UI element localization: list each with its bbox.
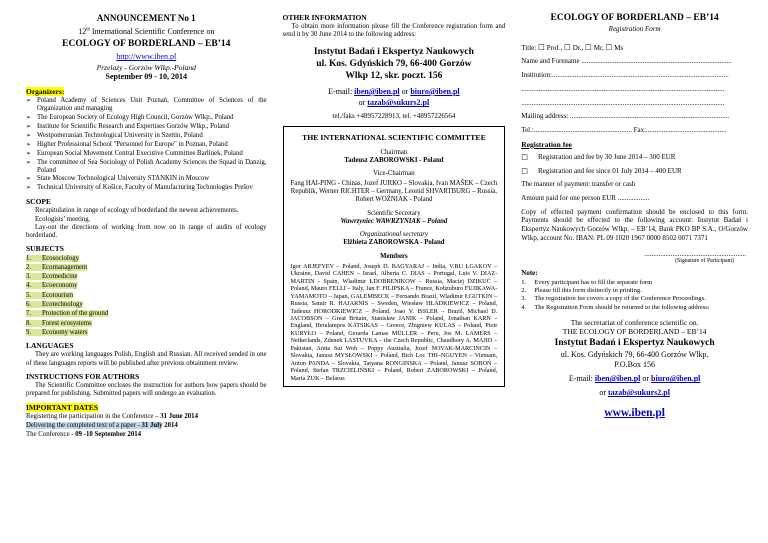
important-dates-section-heading xyxy=(26,403,267,412)
email-link-iben[interactable]: iben@iben.pl xyxy=(354,86,400,96)
secretariat-institute-name: Instytut Badań i Ekspertyz Naukowych xyxy=(554,338,715,349)
organizer-item xyxy=(26,114,267,123)
organizers-section-heading xyxy=(26,87,267,96)
other-information-heading: OTHER INFORMATION xyxy=(282,13,367,22)
vice-chairman-label: Vice-Chairman xyxy=(373,170,415,178)
subject-highlight xyxy=(26,264,87,271)
instructions-heading: INSTRUCTIONS FOR AUTHORS xyxy=(26,371,140,381)
subject-label: Ecomanagement xyxy=(42,263,88,271)
title-option-prof: Prof., xyxy=(546,43,563,52)
email-line-1 xyxy=(283,87,506,97)
note-number: 1. xyxy=(521,279,527,287)
note-text: Every participant has to fill the separate form xyxy=(534,279,653,287)
fee-option-late xyxy=(521,167,748,176)
checkbox-ms-icon: ☐ xyxy=(605,42,613,52)
title-option-dr: Dr., xyxy=(572,43,584,52)
email-label: E-mail: xyxy=(568,374,595,384)
phone-numbers: tel./faks +48957228913, tel. +48957226564 xyxy=(332,112,456,121)
institution-field-continuation: .................................................................................................................... xyxy=(521,84,725,93)
subject-highlight xyxy=(26,329,88,336)
important-date-value: 09 -10 September 2014 xyxy=(75,431,142,439)
organizers-heading: Organizers: xyxy=(26,86,65,96)
title-option-mr: Mr, xyxy=(593,43,604,52)
organizer-item xyxy=(26,150,267,159)
conference-title: ECOLOGY OF BORDERLAND – EB’14 xyxy=(62,38,231,49)
secretariat-email-line-2 xyxy=(521,388,748,398)
or-text: or xyxy=(640,374,652,384)
email-link-biuro[interactable]: biuro@iben.pl xyxy=(651,374,701,384)
subject-label: Ecoeconomy xyxy=(42,282,78,290)
scientific-committee-box xyxy=(283,126,506,387)
subject-label: Economy waters xyxy=(42,328,88,336)
middle-column xyxy=(283,13,506,535)
scope-item: Lay-out the directions of working from now on in range of audits of ecology borderland. xyxy=(26,223,267,240)
institute-name: Instytut Badań i Ekspertyz Naukowych xyxy=(313,46,474,57)
mailing-address-field: Mailing address: ........................................................................................... xyxy=(521,112,730,121)
organizer-item xyxy=(26,123,267,132)
fee-option-late-label: Registration and fee since 01 July 2014 – 400 EUR xyxy=(538,166,682,175)
subject-item xyxy=(26,329,267,337)
subject-item xyxy=(26,292,267,300)
email-link-iben[interactable]: iben@iben.pl xyxy=(594,374,641,384)
or-text: or xyxy=(358,98,368,108)
important-date-value: 31 July xyxy=(141,421,163,429)
note-item xyxy=(521,295,748,303)
notes-list xyxy=(521,279,748,312)
fee-option-early-label: Registration and fee by 30 June 2014 – 300 EUR xyxy=(538,153,676,162)
conference-number: 12 xyxy=(78,26,87,36)
scope-item: Recapitulation in range of ecology of borderland the newest achievements. xyxy=(35,207,239,215)
conference-subtitle xyxy=(26,27,267,37)
organizer-label: The committee of Sea Sociology of Polish Academy Sciences the Squad in Danzig, Poland xyxy=(37,158,267,174)
subject-number: 6. xyxy=(26,301,32,309)
or-text: or xyxy=(599,388,609,398)
signature-label: (Signature of Participant) xyxy=(675,258,734,265)
members-list: Igor ARJEFYEV – Poland, Joseph D. BAGYARAJ – India, V.BU ŁGAKOV – Ukraine, David CAHEN – Israel, Alberta C. DIAS – Portugal, Luis V. DIAZ-MARTIN - Spain, Wladimir ŁDOBRENIKOW – Russia, Maciej DZIKUĆ – Poland, Mauro FELLI – Italy, Jan F. FILIPSKA – France, Kohzuburo FUJIKAWA-YAMAMOTO – Japan, GALEMBECK – Fernando Brazil, Wladimir ŁGUTKIN – Russia, Samir R. HAJARNIS – Sweden, Wiesław HŁADKIEWICZ – Poland, Tadeusz HORODKIEWICZ – Poland, Joao V. ISSLER – Brazil, Michael D. JACOBSON – Great Britain, Stanisław JANIK – Poland, Jonathan KARN – England, Heralampos KATSIKAS – Greece, Zbigniew KULAS – Poland, Piotr KURYŁO – Poland, Gerarda Lamas MÜLLER – Peru, Jos M. LAMERS – Netherlands, Zdenek LASTUVKA – the Czech Republic, Chaudhory A. MAJID – Pakistan, Anita Sui Woh – Poppy Australia, Jozef NOVAK-MARCINCIN – Slovakia, Janusz MYSŁOWSKI – Poland, Bich Loc THI–NGUYEN – Vietnam, Anton PANDA – Slovakia, Tatyana RONGINSKA – Poland, Janusz SOBOŃ – Poland, Stefan TRZCIELIŃSKI – Poland, Robert ZABOROWSKI – Poland, Maria ŻUK – Belarus xyxy=(290,262,498,382)
name-field: Name and Forename ...................................................................................... xyxy=(521,57,732,66)
subject-label: Forest ecosystems xyxy=(42,319,92,327)
payment-copy-text: Copy of effected payment confirmation should be enclosed to this form. Payments should be effected to the following account: Instytut Badań i Ekspertyz Naukowych Gorzów Wlkp. – EB’14, Bank PKO BP S.A., O/Gorzów Wlkp, account No. IBAN: PL 09 1020 1967 0000 8502 0071 7371 xyxy=(521,207,748,242)
note-text: The registration fee covers a copy of the Conference Proceedings. xyxy=(534,295,706,303)
important-date-item xyxy=(26,422,267,430)
important-date-item xyxy=(26,431,267,439)
tel-fax-field: Tel.:........................................................ Fax:.............................................. xyxy=(521,126,727,135)
conference-location: Przelazy - Gorzów Wlkp.-Poland xyxy=(96,63,196,73)
conference-url-link[interactable]: http://www.iben.pl xyxy=(116,52,177,62)
arrow-bullet-icon: ➢ xyxy=(26,176,32,183)
subject-number: 9. xyxy=(26,328,32,336)
organizer-label: Poland Academy of Sciences Unit Poznań, Committee of Sciences of the Organization and managing xyxy=(37,97,267,113)
arrow-bullet-icon: ➢ xyxy=(26,114,32,121)
or-text: or xyxy=(399,86,411,96)
chairman-name: Tadeusz ZABOROWSKI - Poland xyxy=(344,157,444,165)
registration-fee-heading: Registration fee xyxy=(521,139,572,149)
note-number: 2. xyxy=(521,287,527,295)
subject-number: 7. xyxy=(26,310,32,318)
subjects-heading: SUBJECTS xyxy=(26,244,64,254)
note-text: The Registration Form should be returned to the following address: xyxy=(534,303,710,311)
secretariat-street: ul. Kos. Gdyńskich 79, 66-400 Gorzów Wlkp. xyxy=(560,350,709,360)
important-date-value-rest: 2014 xyxy=(162,421,178,429)
members-label: Members xyxy=(380,252,408,260)
institution-field-continuation: .................................................................................................................... xyxy=(521,98,725,107)
organizer-label: Westpomeranian Technological University in Szettin, Poland xyxy=(37,131,203,139)
organizer-label: State Moscow Technological University STANKIN in Moscow xyxy=(37,175,210,183)
note-item xyxy=(521,304,748,312)
committee-title: THE INTERNATIONAL SCIENTIFIC COMMITTEE xyxy=(302,132,486,142)
note-item xyxy=(521,287,748,295)
note-number: 3. xyxy=(521,295,527,303)
organizer-item xyxy=(26,175,267,184)
subject-item xyxy=(26,273,267,281)
arrow-bullet-icon: ➢ xyxy=(26,141,32,148)
vice-chairmen-names: Fang HAI-PING - Chinas, Jozef JURKO – Slovakia, Ivan MAŠEK – Czech Republik, Werner RICHTER – Germany, Leonid SHVARTBURG – Russia, Robert WOŹNIAK - Poland xyxy=(290,179,498,204)
checkbox-dr-icon: ☐ xyxy=(564,42,571,52)
note-item xyxy=(521,279,748,287)
registration-form-subtitle: Registration Form xyxy=(608,24,661,33)
organizational-secretary-label: Organizational secretary xyxy=(359,231,428,239)
email-link-tazab[interactable]: tazab@sukurs2.pl xyxy=(608,388,670,398)
languages-text: They are working languages Polish, English and Russian. All received sended in one of these languages reports will be published after previous obtainment review. xyxy=(26,351,267,367)
note-text: Please fill this form distinctly in printing. xyxy=(534,287,642,295)
checkbox-prof-icon: ☐ xyxy=(537,42,545,52)
secretariat-line-1: The secretariat of conference scientific on. xyxy=(570,317,699,327)
checkbox-mr-icon: ☐ xyxy=(584,42,592,52)
subject-highlight xyxy=(26,292,73,299)
checkbox-fee-late-icon: ☐ xyxy=(521,166,529,176)
organizer-label: Higher Professional School "Personnel for Europe" in Poznan, Poland xyxy=(37,140,228,148)
arrow-bullet-icon: ➢ xyxy=(26,159,32,166)
organizational-secretary-name: Elżbieta ZABOROWSKA - Poland xyxy=(343,239,445,247)
organizer-label: Institute for Scientific Research and Expertises Gorzów Wlkp., Poland xyxy=(37,122,230,130)
subject-number: 4. xyxy=(26,282,32,290)
organizer-item xyxy=(26,141,267,150)
other-information-text: To obtain more information please fill the Conference registration form and send it by 30 June 2014 to the following address: xyxy=(282,23,506,39)
scope-item: Ecologists’ meeting. xyxy=(35,215,91,223)
signature-line: .......................................................... xyxy=(644,249,746,258)
amount-paid-field: Amount paid for one person EUR .................. xyxy=(521,193,650,202)
scope-heading: SCOPE xyxy=(26,197,52,207)
organizer-item xyxy=(26,132,267,141)
institute-address-block xyxy=(283,46,506,83)
title-option-ms: Ms xyxy=(614,43,624,52)
subject-label: Protection of the ground xyxy=(42,310,109,318)
note-heading: Note: xyxy=(521,269,538,278)
left-column xyxy=(26,13,267,535)
checkbox-fee-early-icon: ☐ xyxy=(521,153,529,163)
important-date-item xyxy=(26,413,267,421)
email-link-biuro[interactable]: biuro@iben.pl xyxy=(410,86,460,96)
subject-highlight xyxy=(26,320,92,327)
organizer-item xyxy=(26,97,267,114)
subjects-list xyxy=(26,255,267,338)
important-date-highlight xyxy=(26,422,162,429)
ordinal-suffix-icon: th xyxy=(86,27,90,33)
subject-item xyxy=(26,301,267,309)
subject-label: Ecotourism xyxy=(42,291,74,299)
subject-number: 8. xyxy=(26,319,32,327)
arrow-bullet-icon: ➢ xyxy=(26,132,32,139)
subject-number: 3. xyxy=(26,273,32,281)
email-line-2 xyxy=(283,98,506,108)
secretariat-postbox: P.O.Box 156 xyxy=(614,360,655,370)
subject-item xyxy=(26,264,267,272)
organizer-label: Technical University of Košice, Faculty of Manufacturing Technologies Prešov xyxy=(37,184,253,192)
payment-manner-text: The manner of payment: transfer or cash xyxy=(521,180,636,188)
secretariat-line-2: THE ECOLOGY OF BORDERLAND – EB’14 xyxy=(562,327,707,337)
email-link-tazab[interactable]: tazab@sukurs2.pl xyxy=(367,98,430,108)
subject-label: Ecotechnology xyxy=(42,301,83,309)
arrow-bullet-icon: ➢ xyxy=(26,98,32,105)
subject-item xyxy=(26,320,267,328)
subject-label: Ecomedicine xyxy=(42,273,78,281)
conference-dates: September 09 - 10, 2014 xyxy=(105,72,187,82)
organizer-label: The European Society of Ecology High Council, Gorzów Wlkp., Poland xyxy=(37,113,234,121)
organizer-item xyxy=(26,159,267,176)
instructions-text: The Scientific Committee encloses the instruction for authors how papers should be prepared for publishing. Submitted papers will undergo an evaluation. xyxy=(26,381,267,398)
scientific-secretary-label: Scientific Secretary xyxy=(367,209,421,217)
subject-item xyxy=(26,310,267,318)
conference-subtitle-text: International Scientific Conference on xyxy=(89,26,215,36)
organizer-item xyxy=(26,184,267,193)
chairman-label: Chairman xyxy=(380,148,408,156)
subject-number: 2. xyxy=(26,263,32,271)
subject-highlight xyxy=(26,310,108,317)
important-date-label: Registering the participation in the Conference – xyxy=(26,412,161,420)
important-dates-heading: IMPORTANT DATES xyxy=(26,402,99,412)
secretariat-email-line-1 xyxy=(521,374,748,384)
subject-highlight xyxy=(26,273,77,280)
title-label: Title: xyxy=(521,43,538,52)
subject-highlight xyxy=(26,301,83,308)
subject-highlight xyxy=(26,255,79,262)
subject-number: 1. xyxy=(26,254,32,262)
important-date-label: Delivering the completed text of a paper - xyxy=(26,421,142,429)
scientific-secretary-name: Wawrzyniec WAWRZYNIAK – Poland xyxy=(340,217,448,225)
registration-form-title: ECOLOGY OF BORDERLAND – EB’14 xyxy=(550,13,719,23)
website-link[interactable]: www.iben.pl xyxy=(604,407,665,420)
institute-street: ul. Kos. Gdyńskich 79, 66-400 Gorzów xyxy=(316,59,472,70)
important-date-value: 31 June 2014 xyxy=(160,412,198,420)
title-checkbox-row xyxy=(521,43,748,53)
languages-heading: LANGUAGES xyxy=(26,341,74,351)
institute-postbox: Wlkp 12, skr. poczt. 156 xyxy=(345,71,443,82)
subject-item xyxy=(26,255,267,263)
right-column xyxy=(521,13,748,535)
institution-field: Institution:..................................................................................................... xyxy=(521,71,729,80)
arrow-bullet-icon: ➢ xyxy=(26,185,32,192)
subject-item xyxy=(26,282,267,290)
important-date-label: The Conference - xyxy=(26,431,76,439)
organizer-label: European Social Movement Central Executive Committee Barlinek, Poland xyxy=(37,149,243,157)
arrow-bullet-icon: ➢ xyxy=(26,123,32,130)
subject-label: Ecosociology xyxy=(42,254,79,262)
note-number: 4. xyxy=(521,303,527,311)
fee-option-early xyxy=(521,153,748,162)
arrow-bullet-icon: ➢ xyxy=(26,150,32,157)
organizers-list xyxy=(26,97,267,193)
subject-highlight xyxy=(26,282,77,289)
subject-number: 5. xyxy=(26,291,32,299)
scope-section xyxy=(26,207,267,240)
announcement-heading: ANNOUNCEMENT No 1 xyxy=(96,13,196,23)
email-label: E-mail: xyxy=(328,86,355,96)
